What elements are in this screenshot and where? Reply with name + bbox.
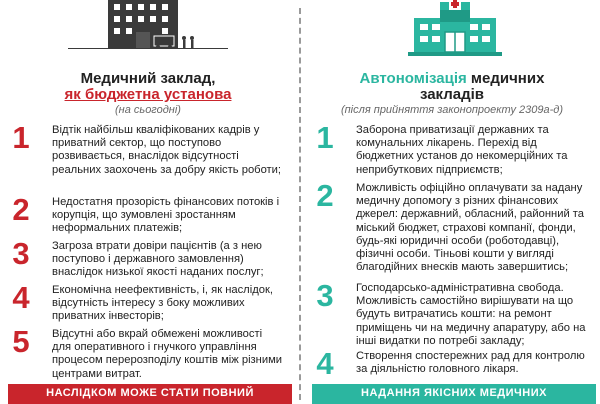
left-subtitle: (на сьогодні) xyxy=(115,104,181,116)
left-title-line2: як бюджетна установа xyxy=(64,86,232,103)
autonomous-hospital-illustration xyxy=(312,0,592,62)
left-item-number: 2 xyxy=(12,192,30,227)
right-item-number: 4 xyxy=(316,346,334,381)
right-item-number: 3 xyxy=(316,278,334,313)
left-item-number: 1 xyxy=(12,120,30,155)
right-item-text: Заборона приватизації державних та комунальних лікарень. Перехід від бюджетних установ до некомерційних та неприбуткових підприємств; xyxy=(356,124,568,176)
column-divider xyxy=(299,8,301,400)
left-item-number: 5 xyxy=(12,324,30,359)
right-item-number: 2 xyxy=(316,178,334,213)
right-title-line1 xyxy=(312,70,592,87)
budget-hospital-illustration xyxy=(8,0,288,62)
right-title-line2: закладів xyxy=(419,86,485,103)
left-item-text: Загроза втрати довіри пацієнтів (а з нею поступово і державного замовлення) внаслідок низької якості наданих послуг; xyxy=(52,240,264,279)
left-column xyxy=(8,0,288,400)
left-item-number: 3 xyxy=(12,236,30,271)
right-column xyxy=(312,0,592,400)
right-title-accent: Автономізація xyxy=(359,70,467,87)
right-banner: НАДАННЯ ЯКІСНИХ МЕДИЧНИХ xyxy=(312,384,596,404)
left-item-text: Відсутні або вкрай обмежені можливості для оперативного і гнучкого управління процесом перерозподілу коштів між різними центрами витрат. xyxy=(52,328,283,380)
right-item-number: 1 xyxy=(316,120,334,155)
right-item-text: Господарсько-адміністративна свобода. Можливість самостійно вирішувати на що будуть витрачатись кошти: на ремонт приміщень чи на медичну апаратуру, або на інші видатки по потребі закладу; xyxy=(356,282,586,347)
left-item-text: Економічна неефективність, і, як наслідок, відсутність інтересу з боку можливих приватних інвесторів; xyxy=(52,284,273,323)
left-item-text: Недостатня прозорість фінансових потоків і корупція, що зумовлені зростанням неформальних платежів; xyxy=(52,196,280,235)
left-title-line1: Медичний заклад, xyxy=(80,70,216,87)
right-title-rest: медичних xyxy=(466,70,545,87)
right-subtitle: (після прийняття законопроекту 2309а-д) xyxy=(340,104,564,116)
left-item-text: Відтік найбільш кваліфікованих кадрів у приватний сектор, що поступово розвивається, внаслідок відсутності реальних заохочень за добру якість роботи; xyxy=(52,124,282,176)
right-item-text: Можливість офіційно оплачувати за надану медичну допомогу з різних фінансових джерел: державний, обласний, районний та міський бюджет, страхові компанії, фонди, будь-які юридичні особи (роботодавці), фізичні особи. Тіньові кошти у вигляді благодійних внесків мають завершитись; xyxy=(356,182,585,274)
left-banner: НАСЛІДКОМ МОЖЕ СТАТИ ПОВНИЙ xyxy=(8,384,292,404)
left-item-number: 4 xyxy=(12,280,30,315)
right-item-text: Створення спостережних рад для контролю за діяльністю головного лікаря. xyxy=(356,350,585,376)
